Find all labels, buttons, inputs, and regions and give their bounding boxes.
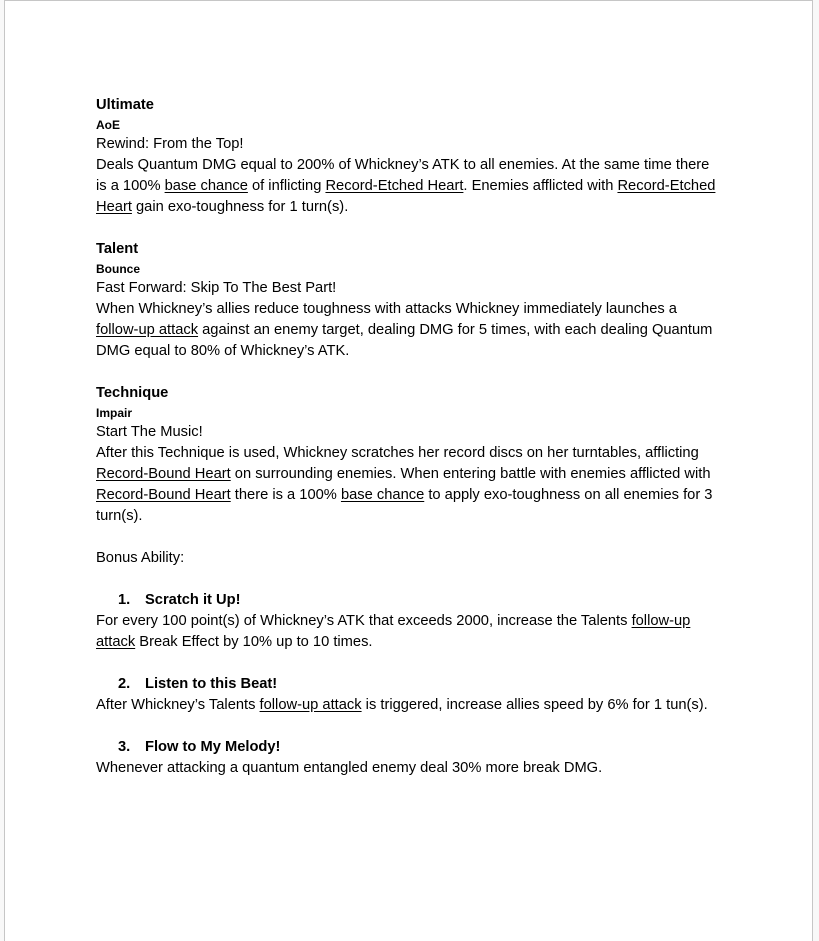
list-number: 1. bbox=[118, 592, 131, 608]
ability-name: Start The Music! bbox=[96, 424, 203, 440]
ability-heading: Talent bbox=[96, 241, 139, 257]
ability-tag: AoE bbox=[96, 118, 120, 132]
bonus-item-title bbox=[96, 674, 720, 695]
bonus-item-description: For every 100 point(s) of Whickney’s ATK that exceeds 2000, increase the Talents follow-up attack Break Effect by 10% up to 10 times. bbox=[96, 613, 691, 650]
ability-tag: Bounce bbox=[96, 262, 141, 276]
ability-section-talent bbox=[96, 239, 720, 362]
bonus-ability-label: Bonus Ability: bbox=[96, 550, 185, 566]
bonus-item-description: After Whickney’s Talents follow-up attack is triggered, increase allies speed by 6% for 1 tun(s). bbox=[96, 697, 708, 713]
document-content bbox=[96, 95, 720, 779]
bonus-item-3 bbox=[96, 737, 720, 779]
list-number: 2. bbox=[118, 676, 131, 692]
ability-tag: Impair bbox=[96, 406, 133, 420]
bonus-item-2 bbox=[96, 674, 720, 716]
ability-description: After this Technique is used, Whickney scratches her record discs on her turntables, afflicting Record-Bound Heart on surrounding enemies. When entering battle with enemies afflicted with Record-Bound Heart there is a 100% base chance to apply exo-toughness on all enemies for 3 turn(s). bbox=[96, 445, 713, 524]
bonus-item-title bbox=[96, 590, 720, 611]
bonus-item-1 bbox=[96, 590, 720, 653]
bonus-item-name: Scratch it Up! bbox=[145, 592, 241, 608]
bonus-item-title bbox=[96, 737, 720, 758]
ability-name: Rewind: From the Top! bbox=[96, 136, 244, 152]
bonus-item-name: Listen to this Beat! bbox=[145, 676, 278, 692]
ability-heading: Technique bbox=[96, 385, 169, 401]
ability-name: Fast Forward: Skip To The Best Part! bbox=[96, 280, 337, 296]
bonus-item-name: Flow to My Melody! bbox=[145, 739, 281, 755]
ability-heading: Ultimate bbox=[96, 97, 154, 113]
ability-description: When Whickney’s allies reduce toughness with attacks Whickney immediately launches a follow-up attack against an enemy target, dealing DMG for 5 times, with each dealing Quantum DMG equal to 80% of Whickney’s ATK. bbox=[96, 301, 713, 359]
ability-section-ultimate bbox=[96, 95, 720, 218]
ability-description: Deals Quantum DMG equal to 200% of Whickney’s ATK to all enemies. At the same time there is a 100% base chance of inflicting Record-Etched Heart. Enemies afflicted with Record-Etched Heart gain exo-toughness for 1 turn(s). bbox=[96, 157, 716, 215]
document-page bbox=[4, 0, 813, 941]
bonus-item-description: Whenever attacking a quantum entangled enemy deal 30% more break DMG. bbox=[96, 760, 603, 776]
ability-section-technique bbox=[96, 383, 720, 527]
list-number: 3. bbox=[118, 739, 131, 755]
